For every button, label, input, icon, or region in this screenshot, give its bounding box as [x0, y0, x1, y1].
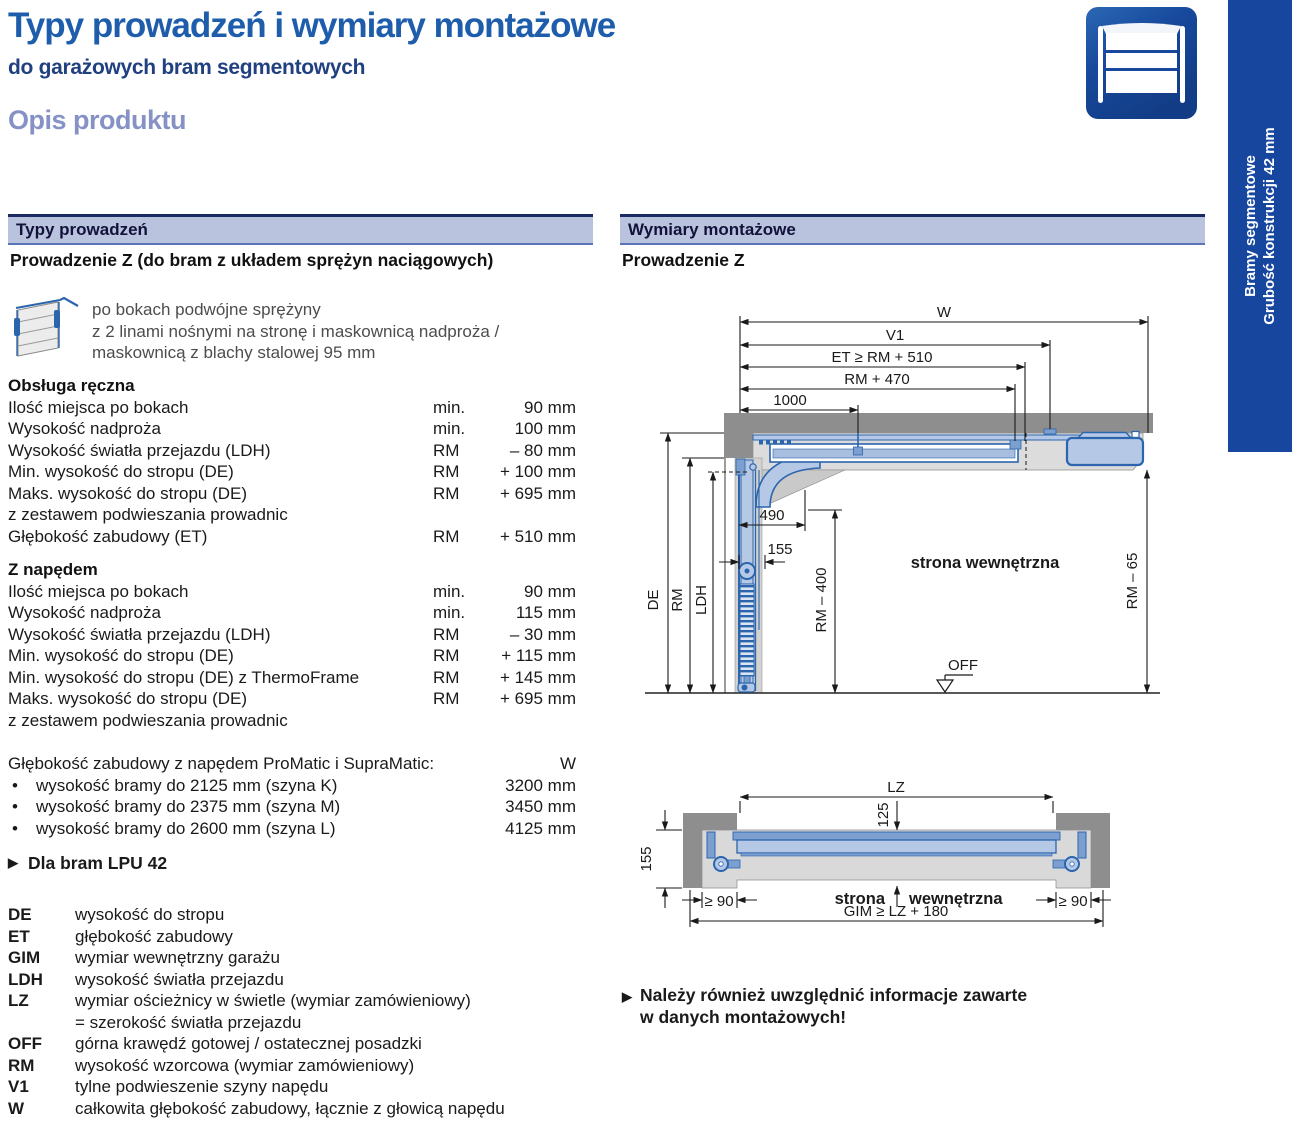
operator-head [1067, 438, 1143, 465]
sectional-door-icon [1085, 6, 1198, 125]
table-row: Maks. wysokość do stropu (DE) RM + 695 mm [8, 483, 576, 503]
dim-label-155-plan: 155 [638, 846, 655, 872]
top-roller-bracket [736, 459, 745, 475]
dim-label-rm470: RM + 470 [844, 371, 910, 388]
dim-label-w: W [936, 304, 952, 321]
table-row: Wysokość nadproża min. 100 mm [8, 419, 576, 438]
powered-operation-table [8, 559, 576, 731]
legend-row: W całkowita głębokość zabudowy, łącznie z głowicą napędu [8, 1098, 505, 1118]
legend-row: V1 tylne podwieszenie szyny napędu [8, 1077, 329, 1096]
table-row: • wysokość bramy do 2375 mm (szyna M) 3450 mm [12, 797, 576, 816]
dim-label-off: OFF [948, 657, 978, 674]
track-type-z-icon [6, 296, 82, 365]
legend-row: LZ wymiar ościeżnicy w świetle (wymiar zamówieniowy) = szerokość światła przejazdu [8, 991, 471, 1032]
frame-profile [733, 832, 1060, 840]
left-lead-title: Prowadzenie Z (do bram z układem sprężyn naciągowych) [10, 250, 494, 270]
dim-label-155: 155 [767, 541, 793, 558]
desc-line: maskownicą z blachy stalowej 95 mm [92, 343, 376, 362]
legend-row: ET głębokość zabudowy [8, 926, 233, 946]
table-title: Obsługa ręczna [8, 376, 135, 395]
dim-label-rm65: RM – 65 [1124, 552, 1141, 610]
dim-label-lz: LZ [887, 780, 905, 796]
table-row: Min. wysokość do stropu (DE) z ThermoFrame RM + 145 mm [8, 667, 576, 687]
table-row: z zestawem podwieszania prowadnic [8, 505, 288, 524]
pointer-triangle-icon: ▶ [622, 989, 632, 1004]
section-heading: Opis produktu [8, 105, 186, 135]
category-tab [1228, 0, 1292, 452]
door-panel [737, 840, 1056, 853]
table-row: Ilość miejsca po bokach min. 90 mm [8, 397, 576, 417]
note-line: w danych montażowych! [640, 1007, 847, 1027]
operator-depth-table [8, 753, 576, 839]
inner-side-label: strona wewnętrzna [910, 554, 1060, 572]
category-tab-line1: Bramy segmentowe [1242, 155, 1259, 297]
dim-label-1000: 1000 [773, 392, 807, 409]
category-tab-line2: Grubość konstrukcji 42 mm [1261, 127, 1278, 325]
lintel [724, 413, 753, 458]
desc-line: z 2 linami nośnymi na stronę i maskownicą nadproża / [92, 321, 500, 341]
table-row: Wysokość światła przejazdu (LDH) RM – 80 mm [8, 440, 576, 460]
ceiling-rail [753, 435, 1083, 440]
note-line: Należy również uwzględnić informacje zawarte [640, 985, 1028, 1005]
dim-label-rm: RM [669, 588, 686, 612]
inner-side-label-word2: wewnętrzna [909, 890, 1003, 908]
off-floor-symbol [937, 675, 973, 692]
page-subtitle: do garażowych bram segmentowych [8, 56, 366, 79]
table-row: Min. wysokość do stropu (DE) RM + 115 mm [8, 646, 576, 665]
table-row: • wysokość bramy do 2600 mm (szyna L) 4125 mm [12, 818, 576, 838]
vertical-door-assembly [736, 459, 759, 692]
table-row: Maks. wysokość do stropu (DE) RM + 695 mm [8, 689, 576, 708]
dim-label-de: DE [645, 589, 662, 611]
page-title: Typy prowadzeń i wymiary montażowe [8, 6, 616, 45]
manual-operation-table [8, 375, 576, 547]
table-row: z zestawem podwieszania prowadnic [8, 710, 288, 730]
side-view-diagram [620, 300, 1205, 720]
left-section-bar: Typy prowadzeń [8, 214, 593, 245]
v1-suspension-clip [1044, 429, 1056, 434]
legend-row: LDH wysokość światła przejazdu [8, 969, 284, 989]
plan-view-diagram [620, 780, 1205, 935]
abbreviation-legend [8, 904, 583, 1119]
tension-spring [740, 584, 754, 676]
right-frame-angle [1078, 832, 1086, 858]
pointer-triangle-icon: ▶ [8, 854, 18, 870]
legend-row: OFF górna krawędź gotowej / ostatecznej posadzki [8, 1034, 422, 1053]
track-type-description [92, 299, 499, 364]
legend-row: GIM wymiar wewnętrzny garażu [8, 948, 281, 967]
left-frame-angle [707, 832, 715, 858]
inner-side-label-word1: strona [834, 890, 885, 908]
dim-label-ldh: LDH [693, 584, 710, 616]
legend-row: RM wysokość wzorcowa (wymiar zamówieniowy) [8, 1055, 415, 1075]
installation-data-note [622, 984, 1027, 1028]
ceiling-slab [724, 413, 1153, 433]
dim-label-gim: GIM ≥ LZ + 180 [843, 903, 949, 920]
right-lead-title: Prowadzenie Z [622, 250, 745, 270]
table-row: • wysokość bramy do 2125 mm (szyna K) 3200 mm [12, 775, 576, 795]
lpu-42-note: ▶ Dla bram LPU 42 [8, 853, 168, 873]
right-section-bar: Wymiary montażowe [620, 214, 1205, 245]
table-row: Głębokość zabudowy z napędem ProMatic i SupraMatic: W [8, 754, 576, 773]
legend-row: DE wysokość do stropu [8, 905, 225, 924]
dim-label-rm400: RM – 400 [813, 567, 830, 633]
table-row: Ilość miejsca po bokach min. 90 mm [8, 581, 576, 601]
table-row: Wysokość światła przejazdu (LDH) RM – 30 mm [8, 624, 576, 644]
dim-label-ge90-left: ≥ 90 [704, 893, 734, 910]
dim-label-et: ET ≥ RM + 510 [831, 349, 933, 366]
dim-label-125: 125 [875, 802, 892, 828]
dimension-labels [645, 304, 1141, 674]
dim-label-v1: V1 [885, 327, 905, 344]
dim-label-ge90-right: ≥ 90 [1058, 893, 1088, 910]
table-title: Z napędem [8, 560, 98, 579]
rear-bracket [1010, 440, 1021, 449]
table-row: Min. wysokość do stropu (DE) RM + 100 mm [8, 462, 576, 481]
desc-line: po bokach podwójne sprężyny [92, 300, 321, 319]
table-row: Głębokość zabudowy (ET) RM + 510 mm [8, 526, 576, 546]
dim-label-490: 490 [759, 507, 785, 524]
table-row: Wysokość nadproża min. 115 mm [8, 603, 576, 622]
